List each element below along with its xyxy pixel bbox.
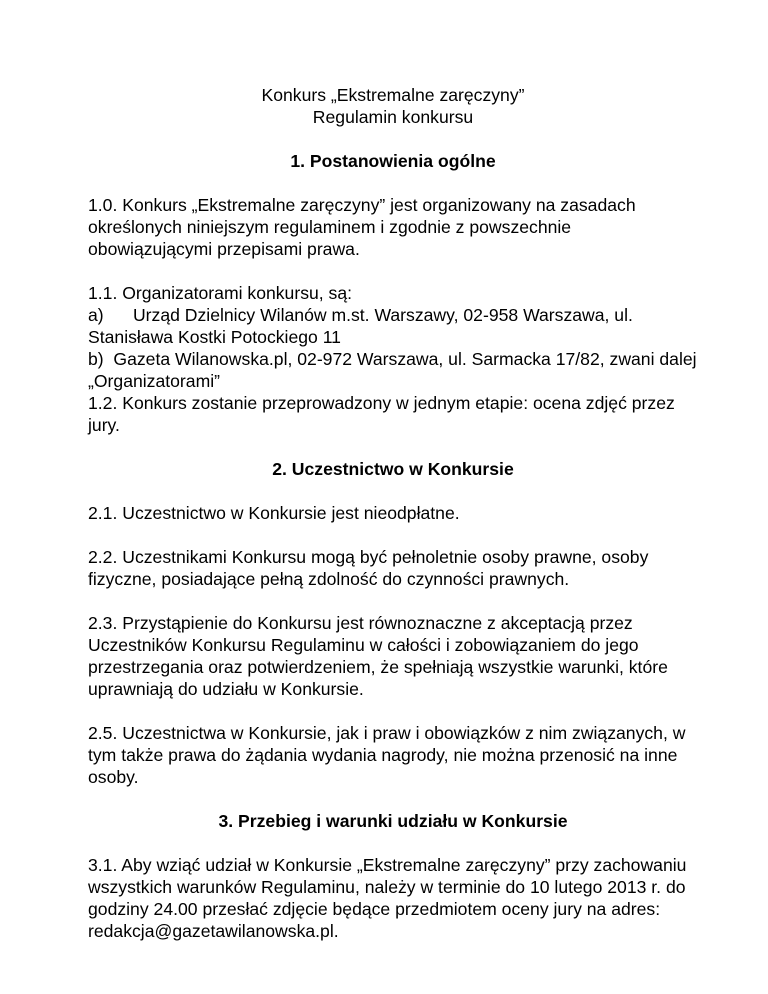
paragraph-1-1b: b) Gazeta Wilanowska.pl, 02-972 Warszawa, ul. Sarmacka 17/82, zwani dalej „Organizatorami”: [88, 349, 702, 391]
paragraph-2-3: 2.3. Przystąpienie do Konkursu jest równoznaczne z akceptacją przez Uczestników Konkursu Regulaminu w całości i zobowiązaniem do jego przestrzegania oraz potwierdzeniem, że spełniają wszystkie warunki, które uprawniają do udziału w Konkursie.: [88, 613, 668, 699]
section-heading-2: 2. Uczestnictwo w Konkursie: [272, 459, 514, 479]
section-heading-3: 3. Przebieg i warunki udziału w Konkursie: [218, 811, 568, 831]
document-title: Konkurs „Ekstremalne zaręczyny”: [261, 85, 525, 105]
paragraph-2-1: 2.1. Uczestnictwo w Konkursie jest nieodpłatne.: [88, 503, 460, 523]
paragraph-1-2: 1.2. Konkurs zostanie przeprowadzony w jednym etapie: ocena zdjęć przez jury.: [88, 393, 675, 435]
paragraph-2-2: 2.2. Uczestnikami Konkursu mogą być pełnoletnie osoby prawne, osoby fizyczne, posiadające pełną zdolność do czynności prawnych.: [88, 547, 649, 589]
paragraph-1-0: 1.0. Konkurs „Ekstremalne zaręczyny” jest organizowany na zasadach określonych niniejszym regulaminem i zgodnie z powszechnie obowiązującymi przepisami prawa.: [88, 195, 636, 259]
paragraph-1-1: 1.1. Organizatorami konkursu, są:: [88, 283, 353, 303]
section-heading-1: 1. Postanowienia ogólne: [290, 151, 496, 171]
paragraph-2-5: 2.5. Uczestnictwa w Konkursie, jak i praw i obowiązków z nim związanych, w tym także prawa do żądania wydania nagrody, nie można przenosić na inne osoby.: [88, 723, 686, 787]
paragraph-1-1a: a) Urząd Dzielnicy Wilanów m.st. Warszawy, 02-958 Warszawa, ul. Stanisława Kostki Potockiego 11: [88, 305, 638, 347]
paragraph-3-1: 3.1. Aby wziąć udział w Konkursie „Ekstremalne zaręczyny” przy zachowaniu wszystkich warunków Regulaminu, należy w terminie do 10 lutego 2013 r. do godziny 24.00 przesłać zdjęcie będące przedmiotem oceny jury na adres: redakcja@gazetawilanowska.pl.: [88, 855, 687, 941]
document-subtitle: Regulamin konkursu: [312, 107, 474, 127]
document-page: [88, 84, 702, 942]
